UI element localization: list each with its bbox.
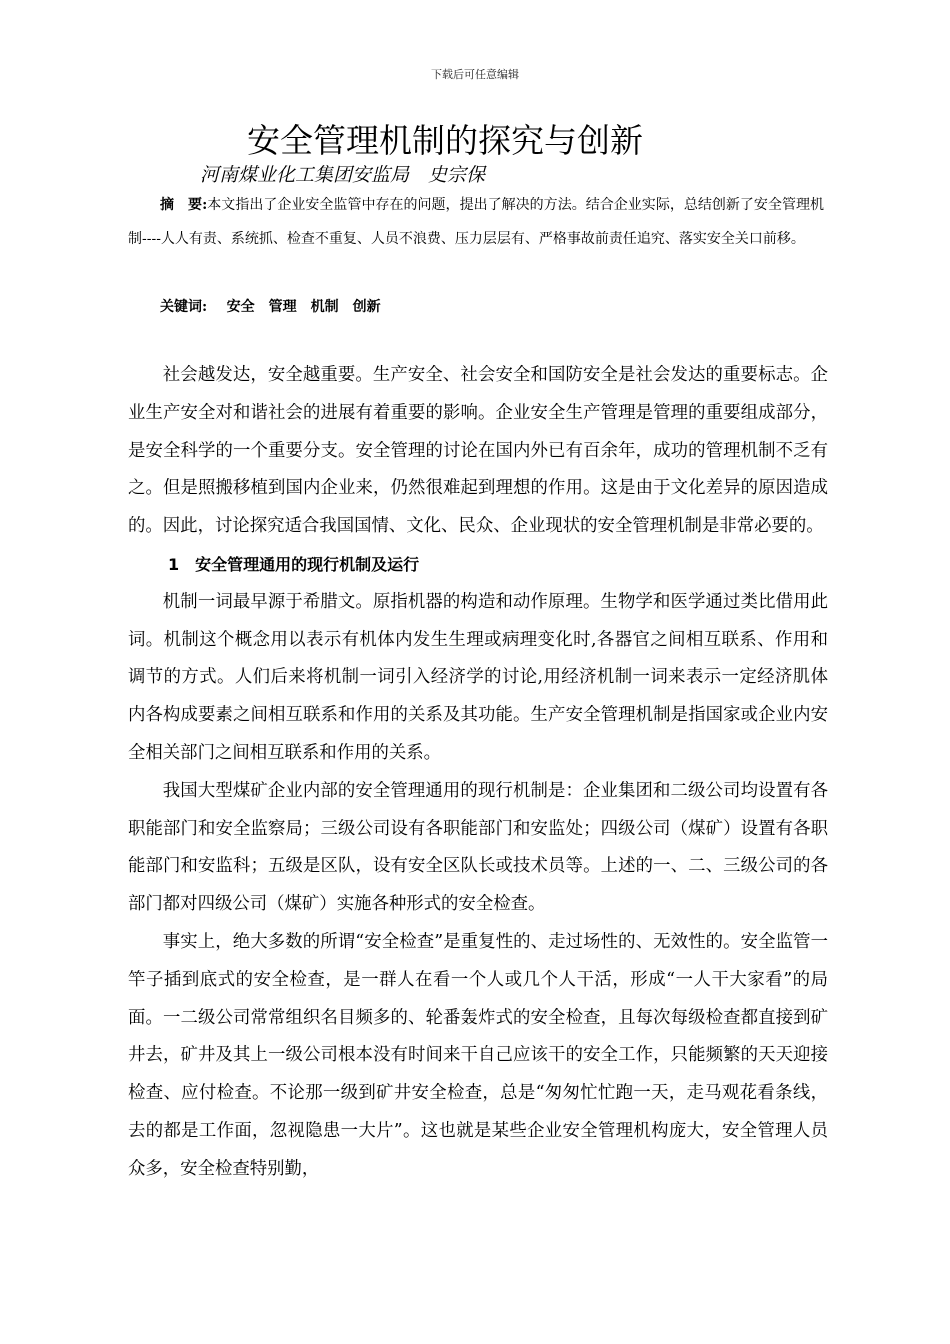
abstract-label: 摘 要: bbox=[160, 197, 208, 213]
paragraph-inspection-problems: 事实上，绝大多数的所谓“安全检查”是重复性的、走过场性的、无效性的。安全监管一竿子插到底式的安全检查，是一群人在看一个人或几个人干活，形成“一人干大家看”的局面。一二级公司常常组织名目频多的、轮番轰炸式的安全检查，且每次每级检查都直接到矿井去，矿井及其上一级公司根本没有时间来干自己应该干的安全工作，只能频繁的天天迎接检查、应付检查。不论那一级到矿井安全检查，总是“匆匆忙忙跑一天，走马观花看条线，去的都是工作面，忽视隐患一大片”。这也就是某些企业安全管理机构庞大，安全管理人员众多，安全检查特别勤， bbox=[128, 931, 828, 1179]
paragraph-current-mechanism: 我国大型煤矿企业内部的安全管理通用的现行机制是：企业集团和二级公司均设置有各职能部门和安全监察局；三级公司设有各职能部门和安监处；四级公司（煤矿）设置有各职能部门和安监科；五级是区队，设有安全区队长或技术员等。上述的一、二、三级公司的各部门都对四级公司（煤矿）实施各种形式的安全检查。 bbox=[128, 780, 828, 915]
body-text bbox=[128, 357, 828, 1189]
keywords-text: 安全 管理 机制 创新 bbox=[226, 299, 381, 315]
paragraph-intro: 社会越发达，安全越重要。生产安全、社会安全和国防安全是社会发达的重要标志。企业生产安全对和谐社会的进展有着重要的影响。企业安全生产管理是管理的重要组成部分，是安全科学的一个重要分支。安全管理的讨论在国内外已有百余年，成功的管理机制不乏有之。但是照搬移植到国内企业来，仍然很难起到理想的作用。这是由于文化差异的原因造成的。因此，讨论探究适合我国国情、文化、民众、企业现状的安全管理机制是非常必要的。 bbox=[128, 365, 828, 537]
abstract-text: 本文指出了企业安全监管中存在的问题，提出了解决的方法。结合企业实际，总结创新了安全管理机制----人人有责、系统抓、检查不重复、人员不浪费、压力层层有、严格事故前责任追究、落实安全关口前移。 bbox=[128, 197, 825, 247]
keywords-label: 关键词: bbox=[160, 299, 208, 315]
keywords bbox=[160, 296, 381, 316]
page-title: 安全管理机制的探究与创新 bbox=[247, 121, 643, 160]
section-heading: 1 安全管理通用的现行机制及运行 bbox=[168, 554, 420, 574]
abstract bbox=[128, 188, 824, 256]
author-byline: 河南煤业化工集团安监局 史宗保 bbox=[200, 164, 486, 186]
paragraph-mechanism-definition: 机制一词最早源于希腊文。原指机器的构造和动作原理。生物学和医学通过类比借用此词。机制这个概念用以表示有机体内发生生理或病理变化时,各器官之间相互联系、作用和调节的方式。人们后来将机制一词引入经济学的讨论,用经济机制一词来表示一定经济肌体内各构成要素之间相互联系和作用的关系及其功能。生产安全管理机制是指国家或企业内安全相关部门之间相互联系和作用的关系。 bbox=[128, 591, 828, 763]
header-note: 下载后可任意编辑 bbox=[431, 68, 519, 81]
